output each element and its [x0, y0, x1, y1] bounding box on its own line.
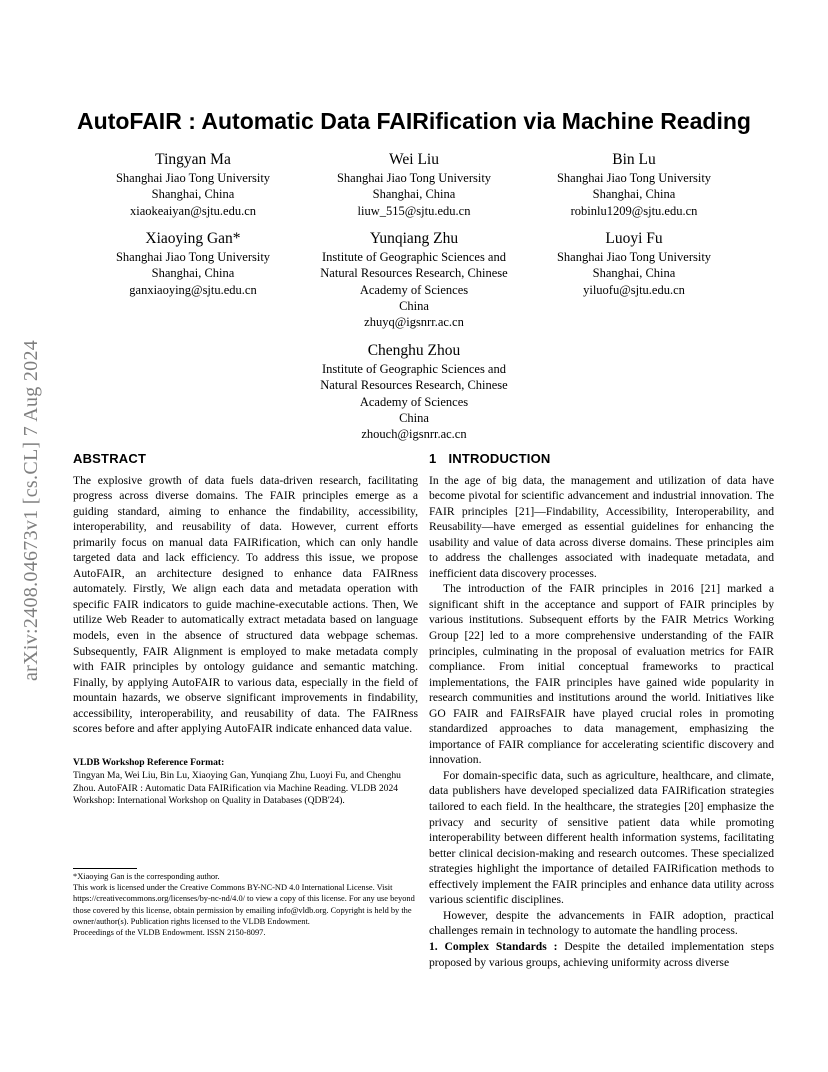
- author-email: xiaokeaiyan@sjtu.edu.cn: [129, 203, 257, 218]
- paper-title: AutoFAIR : Automatic Data FAIRification via Machine Reading: [77, 108, 751, 134]
- author-email: robinlu1209@sjtu.edu.cn: [570, 203, 698, 218]
- author-email: zhouch@igsnrr.ac.cn: [361, 427, 467, 442]
- footnote-corresponding-author: *Xiaoying Gan is the corresponding author.: [73, 872, 220, 881]
- author-location: Shanghai, China: [151, 187, 235, 202]
- author-location: China: [399, 298, 429, 313]
- author-email: zhuyq@igsnrr.ac.cn: [364, 315, 464, 330]
- abstract-heading: ABSTRACT: [73, 451, 147, 466]
- abstract-text: The explosive growth of data fuels data-driven research, facilitating progress across diverse domains. The FAIR principles emerge as a guiding standard, aiming to enhance the findability, accessibility, interoperability, and reusability of data. However, current efforts primarily focus on manual data FAIRification, which can only handle targeted data and lack efficiency. To address this issue, we propose AutoFAIR, an architecture designed to enhance data FAIRness automately. Firstly, We align each data and metadata operation with specific FAIR indicators to guide machine-executable actions. Then, We utilize Web Reader to automatically extract metadata based on language models, even in the absence of structured data webpage schemas. Subsequently, FAIR Alignment is employed to make metadata comply with FAIR principles by ontology guidance and semantic matching. Finally, by applying AutoFAIR to various data, especially in the field of mountain hazards, we observe significant improvements in findability, accessibility, interoperability, and reusability of data. The FAIRness scores before and after applying AutoFAIR indicate enhanced data value.: [73, 473, 418, 736]
- section-number: 1: [429, 451, 437, 466]
- author-name: Chenghu Zhou: [367, 342, 461, 359]
- author-location: China: [399, 410, 429, 425]
- author-affiliation: Natural Resources Research, Chinese: [320, 378, 508, 393]
- author-name: Bin Lu: [612, 151, 656, 168]
- footnote-proceedings: Proceedings of the VLDB Endowment. ISSN 2150-8097.: [73, 928, 266, 938]
- author-block: [514, 229, 754, 298]
- author-affiliation: Shanghai Jiao Tong University: [115, 250, 271, 264]
- author-name: Luoyi Fu: [605, 230, 663, 247]
- author-location: Shanghai, China: [151, 266, 235, 281]
- left-column: [73, 451, 418, 807]
- author-block: [73, 229, 313, 298]
- author-name: Yunqiang Zhu: [369, 230, 459, 247]
- author-email: ganxiaoying@sjtu.edu.cn: [129, 282, 257, 297]
- author-affiliation: Shanghai Jiao Tong University: [115, 171, 271, 185]
- author-affiliation: Academy of Sciences: [359, 394, 469, 409]
- intro-paragraph: However, despite the advancements in FAIR adoption, practical challenges remain in technology to automate the handling process.: [429, 908, 774, 938]
- list-item-text: Despite the detailed implementation steps proposed by various groups, achieving uniformity across diverse: [429, 939, 774, 969]
- author-block: [514, 150, 754, 219]
- author-affiliation: Shanghai Jiao Tong University: [336, 171, 492, 185]
- author-affiliation: Academy of Sciences: [359, 282, 469, 297]
- footnote-license: This work is licensed under the Creative Commons BY-NC-ND 4.0 International License. Visit https://creativecommons.org/licenses/by-nc-nd/4.0/ to view a copy of this license. For any use beyond those covered by this license, obtain permission by emailing info@vldb.org. Copyright is held by the owner/author(s). Publication rights licensed to the VLDB Endowment.: [73, 883, 415, 926]
- right-column: [429, 451, 774, 970]
- author-affiliation: Institute of Geographic Sciences and: [322, 362, 506, 376]
- author-affiliation: Shanghai Jiao Tong University: [556, 250, 712, 264]
- author-block: [294, 229, 534, 330]
- intro-paragraph: For domain-specific data, such as agriculture, healthcare, and climate, data publishers have developed specialized data FAIRification strategies tailored to each field. In the healthcare, the strategies [20] emphasize the privacy and security of sensitive patient data while promoting interoperability between different health information systems, facilitating better clinical decision-making and research outcomes. These specialized strategies highlight the importance of detailed FAIRification methods to effectively implement the FAIR principles and enhance data utility across various scientific disciplines.: [429, 768, 774, 907]
- author-affiliation: Natural Resources Research, Chinese: [320, 266, 508, 281]
- author-affiliation: Institute of Geographic Sciences and: [322, 250, 506, 264]
- author-email: liuw_515@sjtu.edu.cn: [357, 203, 471, 218]
- footnotes: [73, 871, 418, 938]
- intro-paragraph: In the age of big data, the management and utilization of data have become pivotal for scientific advancement and industrial innovation. The FAIR principles [21]—Findability, Accessibility, Interoperability, and Reusability—have emerged as essential guidelines for enhancing the usability and value of data across diverse domains. These principles aim to address the challenges associated with inadequate metadata, and inefficient data discovery processes.: [429, 473, 774, 580]
- author-block: [294, 150, 534, 219]
- footnote-rule: [73, 868, 137, 869]
- author-location: Shanghai, China: [592, 266, 676, 281]
- introduction-heading: [429, 451, 774, 467]
- author-location: Shanghai, China: [372, 187, 456, 202]
- author-block: [294, 341, 534, 442]
- section-title: INTRODUCTION: [448, 451, 551, 466]
- author-affiliation: Shanghai Jiao Tong University: [556, 171, 712, 185]
- list-item-label: 1. Complex Standards :: [429, 939, 558, 953]
- author-name: Tingyan Ma: [155, 151, 231, 168]
- author-block: [73, 150, 313, 219]
- arxiv-stamp: arXiv:2408.04673v1 [cs.CL] 7 Aug 2024: [20, 339, 42, 681]
- author-name: Wei Liu: [389, 151, 439, 168]
- intro-paragraph: The introduction of the FAIR principles in 2016 [21] marked a significant shift in the acceptance and support of FAIR principles by various institutions. Subsequent efforts by the FAIR Metrics Working Group [22] led to a more comprehensive understanding of the FAIR principles, culminating in the proposal of evaluation metrics for FAIR compliance. From initial conceptual frameworks to practical implementations, the FAIR principles have gained wide popularity in research communities and institutions around the world. Initiatives like GO FAIR and FAIRsFAIR have played crucial roles in promoting standardized approaches to data management, emphasizing the importance of FAIR compliance for accelerating scientific discovery and innovation.: [429, 582, 774, 767]
- author-name: Xiaoying Gan*: [145, 230, 241, 247]
- author-location: Shanghai, China: [592, 187, 676, 202]
- reference-format-heading: VLDB Workshop Reference Format:: [73, 756, 225, 768]
- reference-format-text: Tingyan Ma, Wei Liu, Bin Lu, Xiaoying Gan, Yunqiang Zhu, Luoyi Fu, and Chenghu Zhou. AutoFAIR : Automatic Data FAIRification via Machine Reading. VLDB 2024 Workshop: International Workshop on Quality in Databases (QDB'24).: [73, 770, 401, 806]
- author-email: yiluofu@sjtu.edu.cn: [583, 282, 685, 297]
- intro-list-item: [429, 939, 774, 970]
